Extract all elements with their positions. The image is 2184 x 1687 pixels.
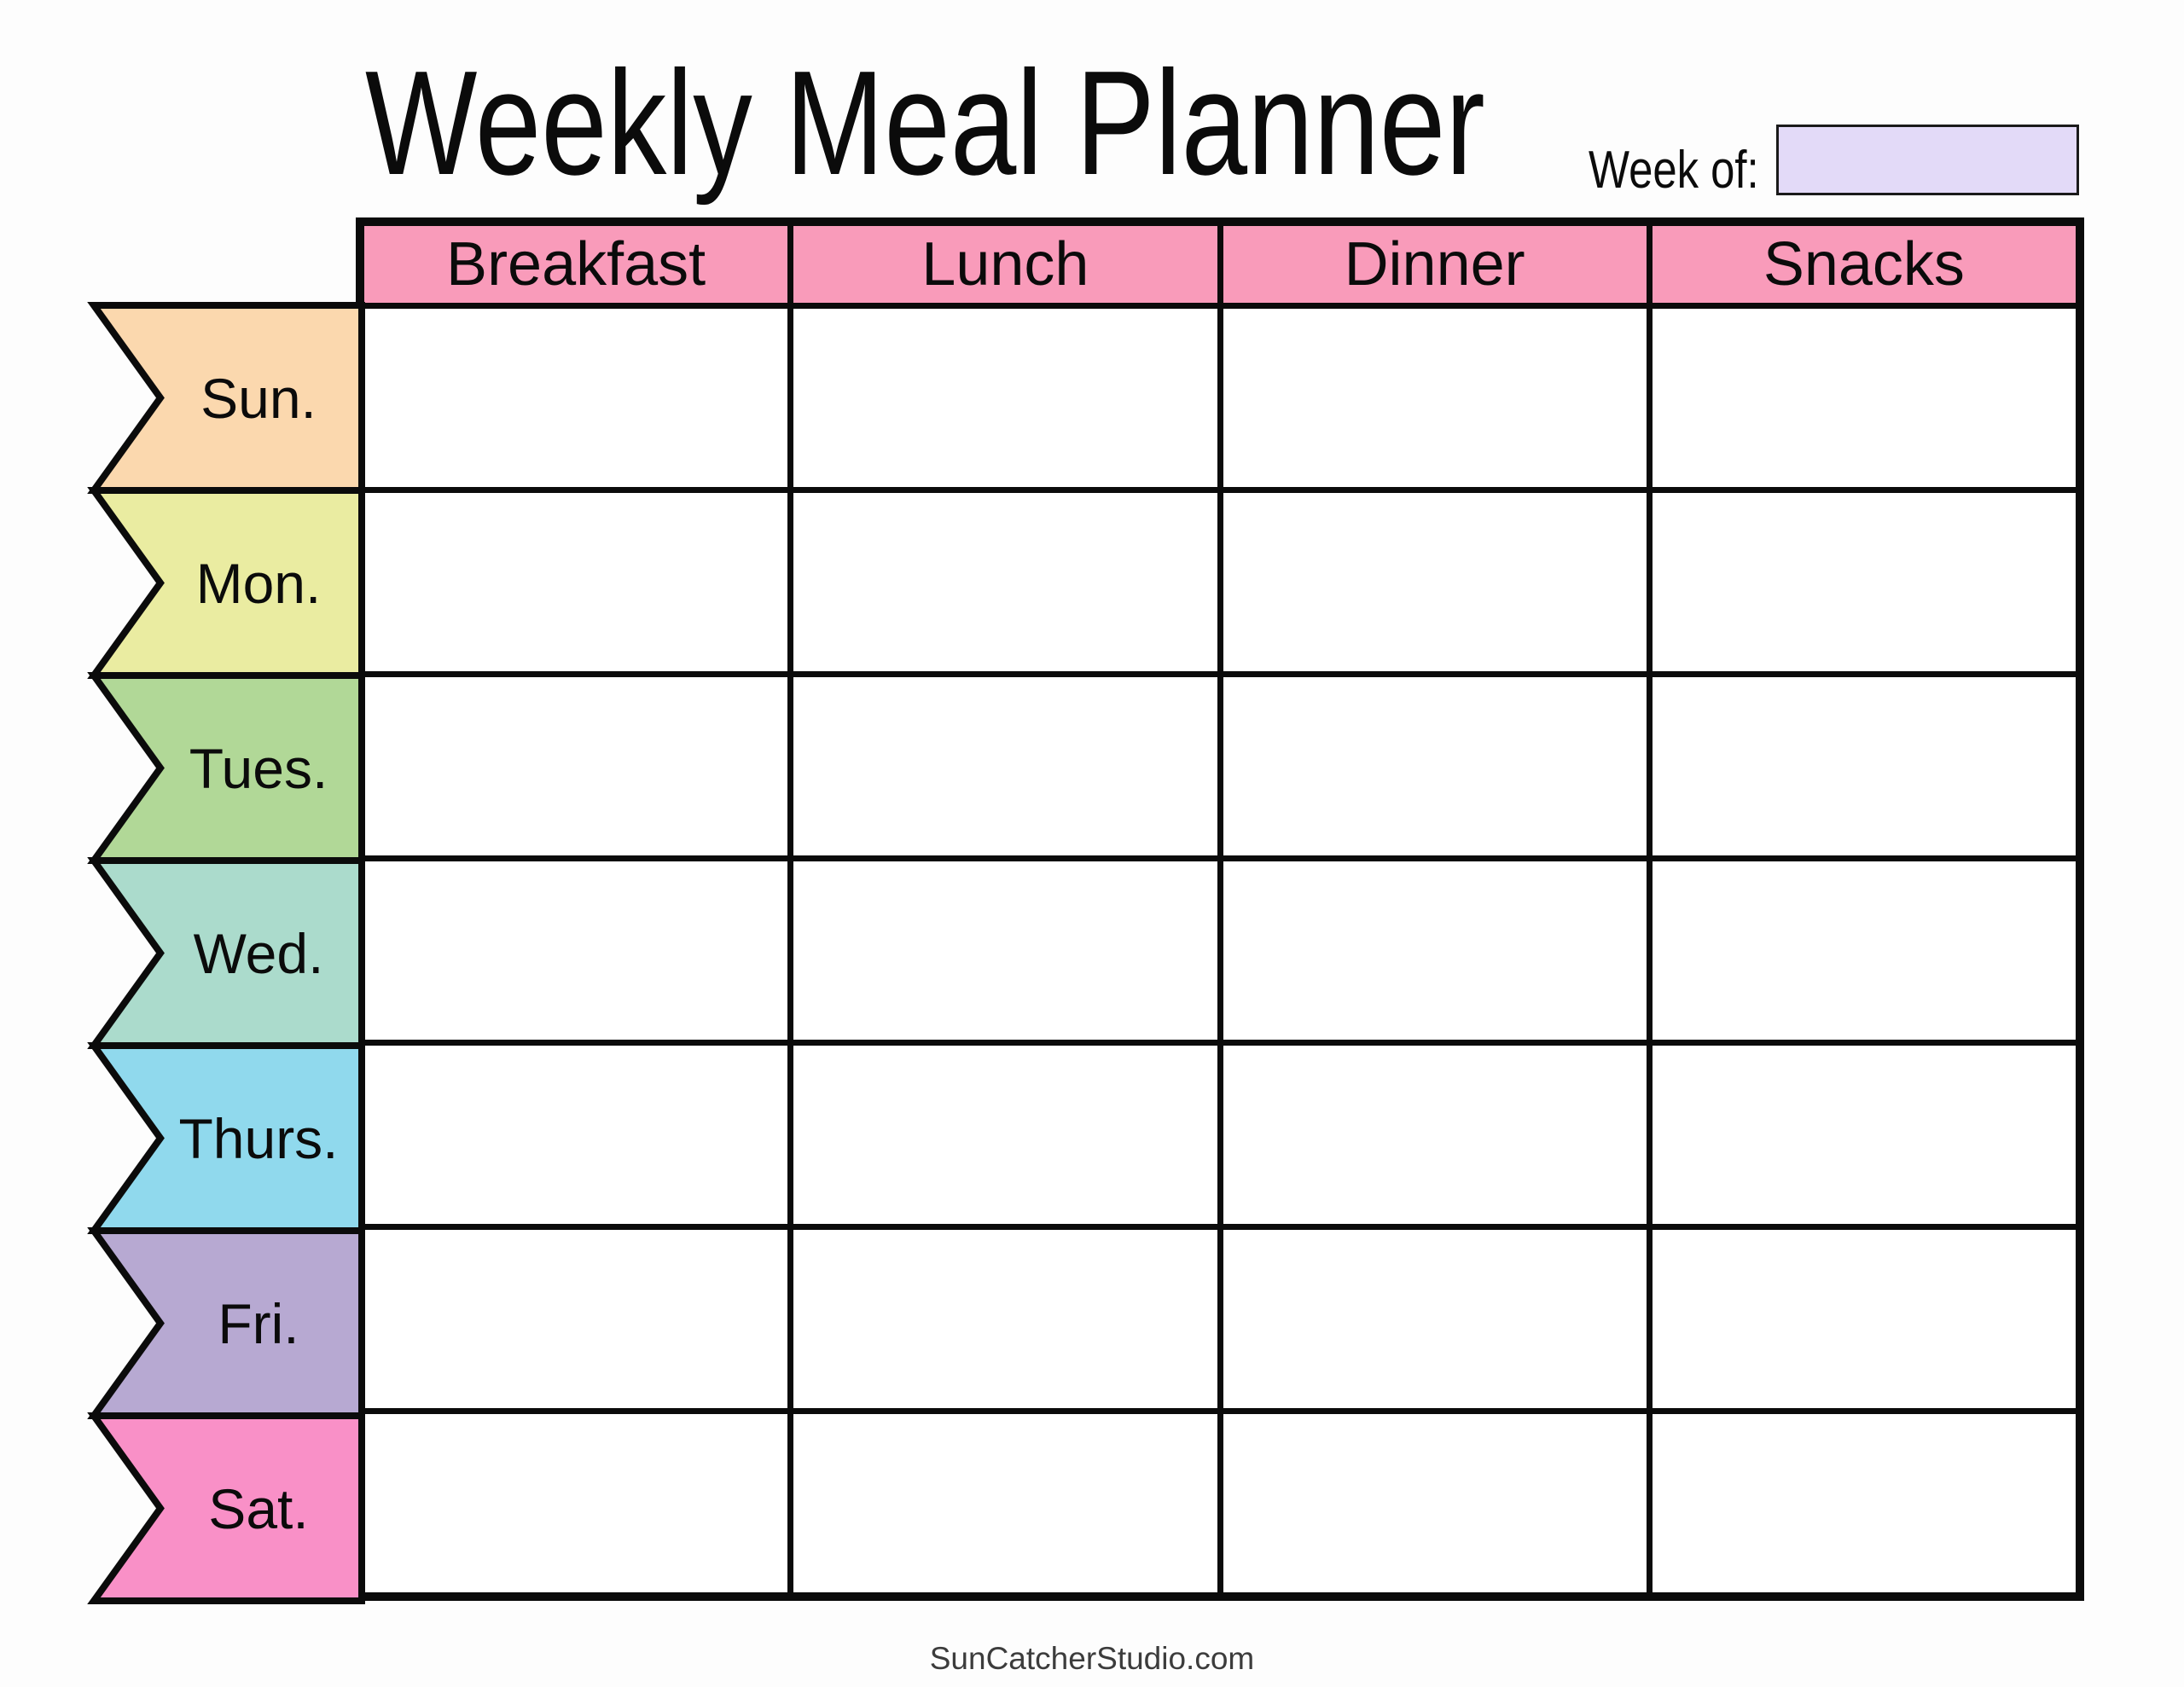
day-label: Sun. [200,366,317,430]
meal-cell-thurs-dinner[interactable] [1223,1046,1647,1224]
day-flag-monday [94,490,362,675]
meal-cell-sat-breakfast[interactable] [364,1414,787,1592]
meal-table [356,217,2084,1601]
meal-cell-mon-breakfast[interactable] [364,493,787,671]
day-flag-saturday [94,1416,362,1601]
day-label: Sat. [208,1476,309,1540]
meal-cell-sun-breakfast[interactable] [364,309,787,487]
day-flag-friday [94,1231,362,1416]
day-label: Thurs. [178,1106,339,1170]
meal-cell-wed-lunch[interactable] [793,861,1217,1040]
site-credit: SunCatcherStudio.com [929,1641,1255,1676]
meal-cell-wed-dinner[interactable] [1223,861,1647,1040]
meal-cell-mon-lunch[interactable] [793,493,1217,671]
meal-cell-sun-dinner[interactable] [1223,309,1647,487]
day-flag-thursday [94,1046,362,1231]
meal-cell-fri-dinner[interactable] [1223,1230,1647,1408]
column-header-breakfast: Breakfast [364,226,787,303]
column-header-snacks: Snacks [1653,226,2076,303]
meal-cell-wed-breakfast[interactable] [364,861,787,1040]
page-title: Weekly Meal Planner [365,39,1485,206]
meal-cell-thurs-breakfast[interactable] [364,1046,787,1224]
week-of-input[interactable] [1776,125,2079,195]
meal-cell-fri-lunch[interactable] [793,1230,1217,1408]
meal-cell-sat-snacks[interactable] [1653,1414,2076,1592]
meal-cell-thurs-snacks[interactable] [1653,1046,2076,1224]
meal-cell-sun-lunch[interactable] [793,309,1217,487]
week-of-label: Week of: [1589,141,1759,200]
meal-cell-sat-lunch[interactable] [793,1414,1217,1592]
meal-cell-tues-breakfast[interactable] [364,677,787,855]
meal-cell-sat-dinner[interactable] [1223,1414,1647,1592]
meal-cell-sun-snacks[interactable] [1653,309,2076,487]
day-label: Tues. [189,736,328,800]
meal-cell-fri-snacks[interactable] [1653,1230,2076,1408]
day-flag-tuesday [94,675,362,861]
meal-cell-tues-snacks[interactable] [1653,677,2076,855]
meal-cell-mon-snacks[interactable] [1653,493,2076,671]
day-label: Mon. [195,551,322,615]
day-flag-sunday [94,305,362,490]
meal-cell-tues-dinner[interactable] [1223,677,1647,855]
meal-cell-wed-snacks[interactable] [1653,861,2076,1040]
day-label: Fri. [218,1291,299,1355]
meal-cell-thurs-lunch[interactable] [793,1046,1217,1224]
column-header-dinner: Dinner [1223,226,1647,303]
day-label: Wed. [193,921,324,985]
meal-cell-mon-dinner[interactable] [1223,493,1647,671]
day-flag-wednesday [94,861,362,1046]
meal-cell-fri-breakfast[interactable] [364,1230,787,1408]
meal-cell-tues-lunch[interactable] [793,677,1217,855]
column-header-lunch: Lunch [793,226,1217,303]
